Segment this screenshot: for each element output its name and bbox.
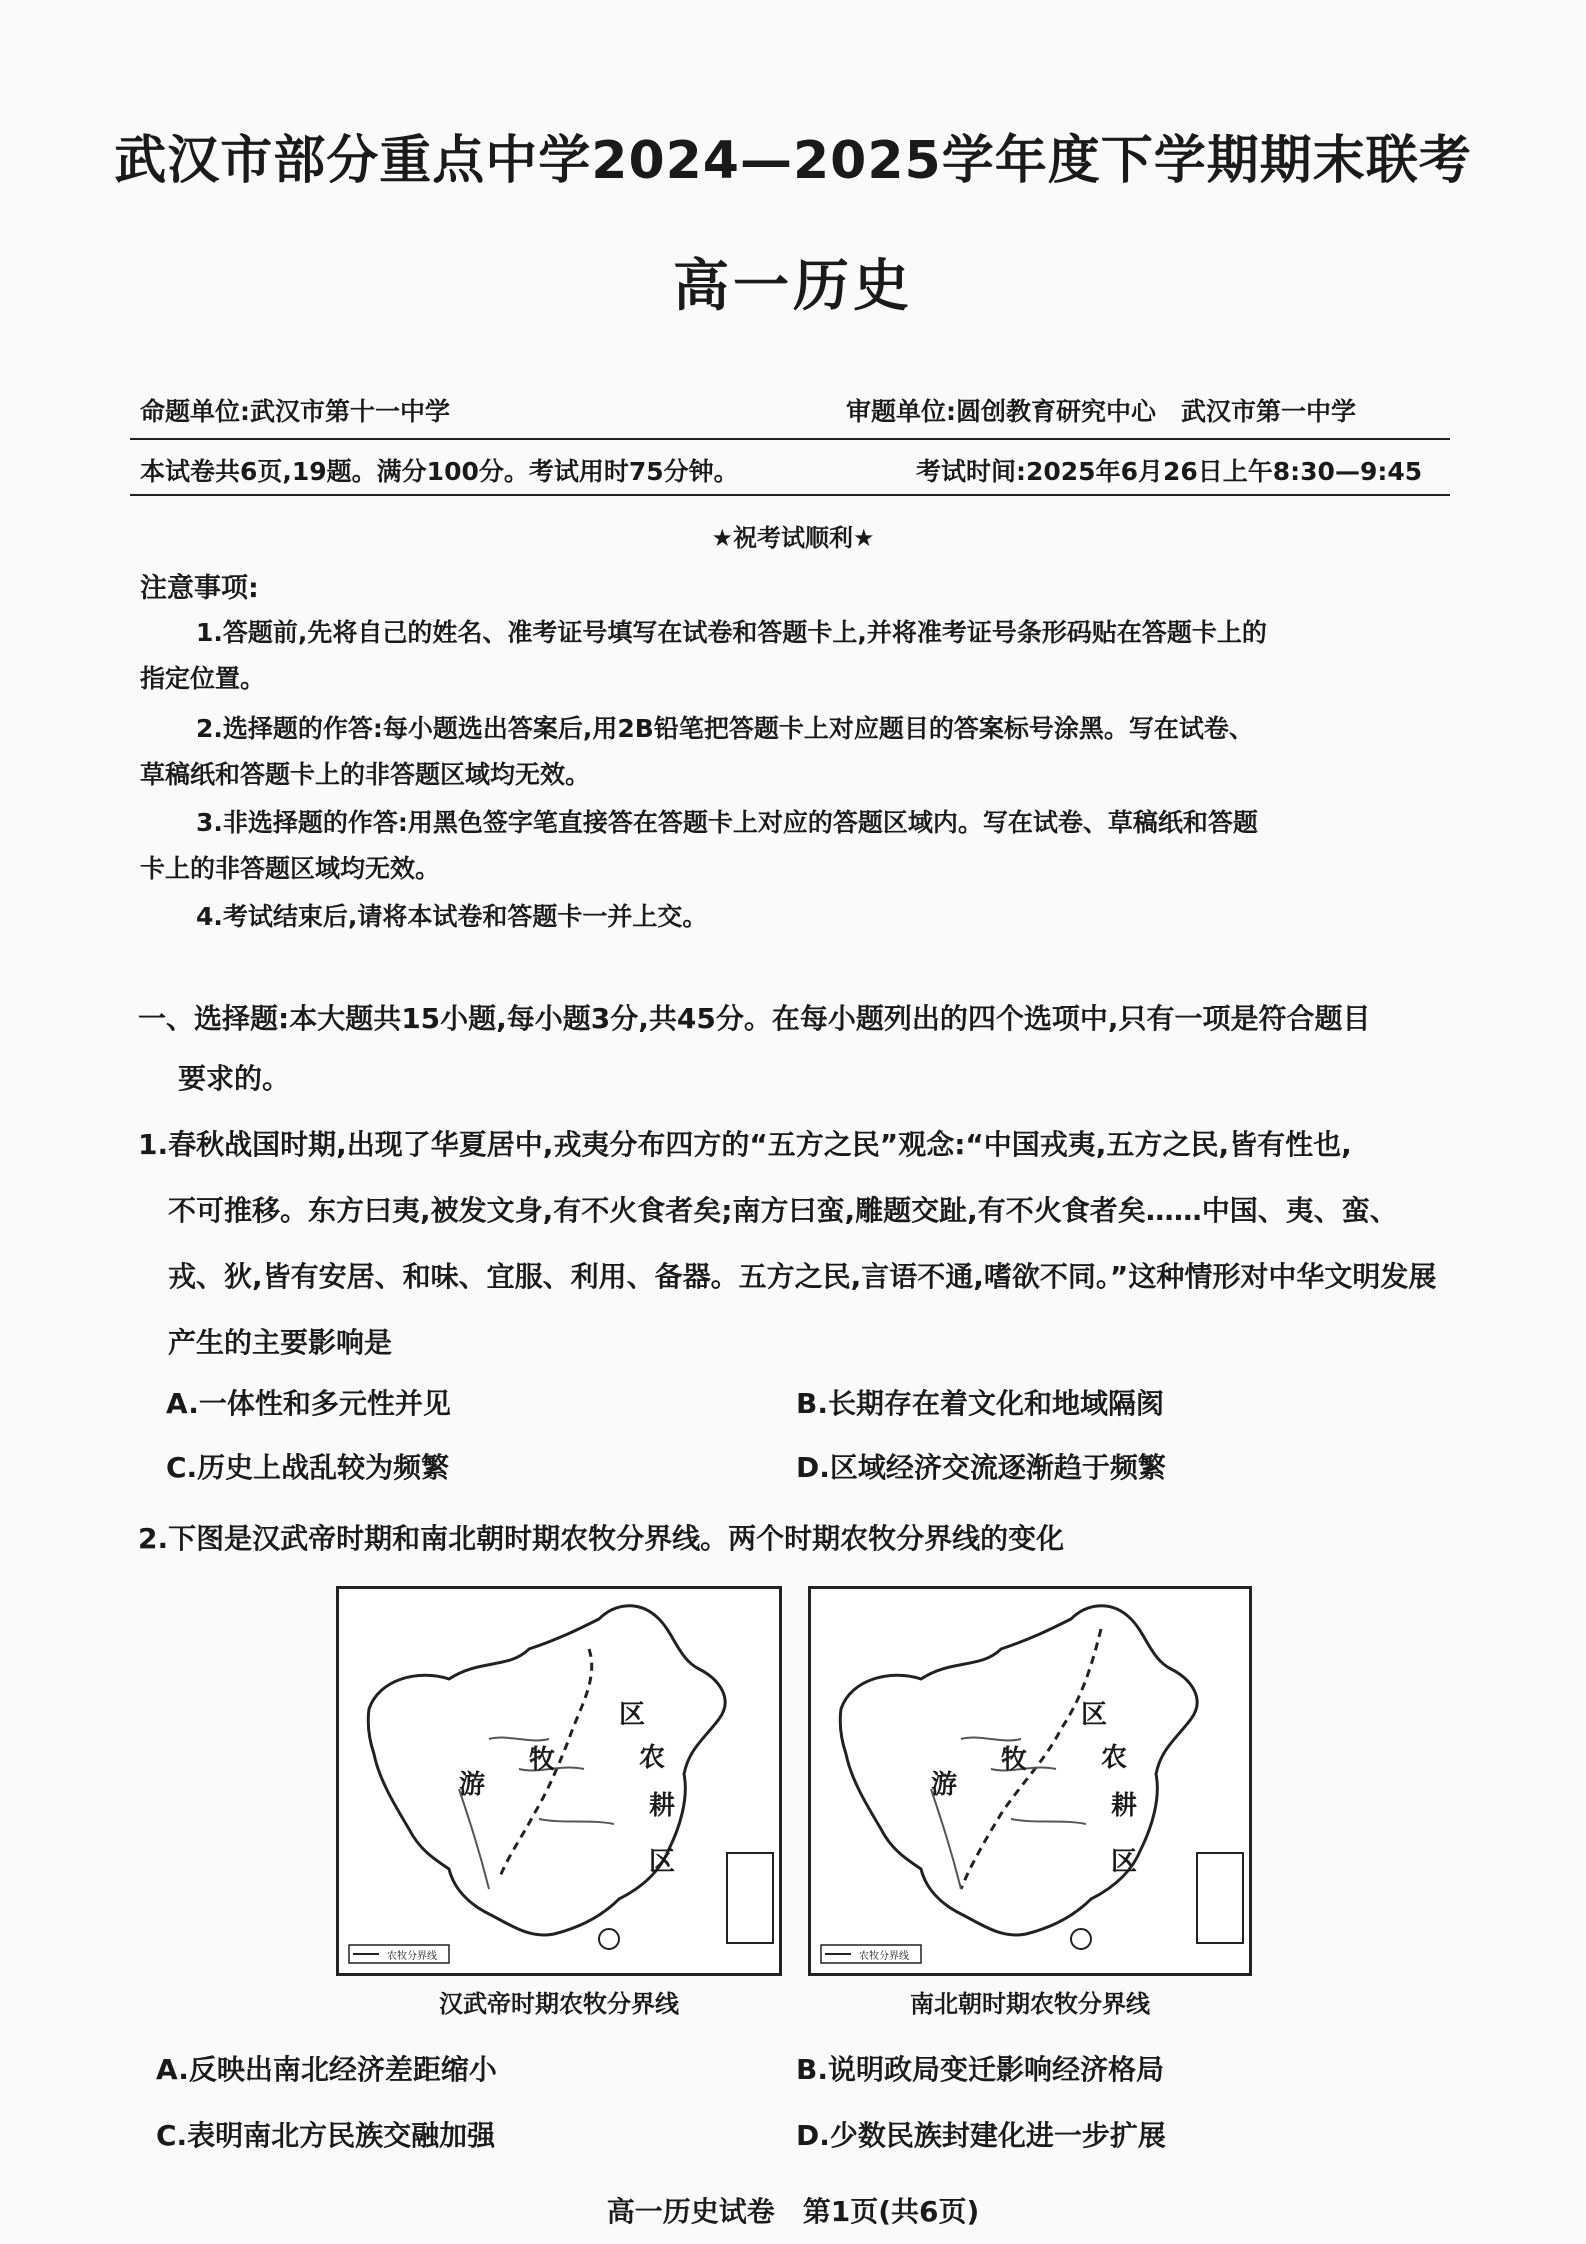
- question-1-option-b[interactable]: B.长期存在着文化和地域隔阂: [796, 1387, 1164, 1420]
- question-2-option-c[interactable]: C.表明南北方民族交融加强: [156, 2119, 496, 2152]
- question-1-stem: 产生的主要影响是: [168, 1326, 393, 1359]
- question-reviewer: 审题单位:圆创教育研究中心 武汉市第一中学: [846, 397, 1356, 426]
- map-label: 牧: [529, 1745, 556, 1775]
- notice-item: 卡上的非答题区域均无效。: [140, 854, 441, 883]
- question-setter: 命题单位:武汉市第十一中学: [140, 397, 450, 426]
- question-2-option-a[interactable]: A.反映出南北经济差距缩小: [156, 2053, 497, 2086]
- header-divider-bottom: [130, 494, 1450, 496]
- good-luck-banner: ★祝考试顺利★: [711, 524, 875, 552]
- map-label: 区: [649, 1847, 676, 1877]
- map-legend: 农牧分界线: [859, 1951, 909, 1962]
- question-2-option-b[interactable]: B.说明政局变迁影响经济格局: [796, 2053, 1164, 2086]
- notice-heading: 注意事项:: [140, 573, 259, 604]
- map-label: 牧: [1001, 1745, 1028, 1775]
- china-outline-map: [339, 1589, 779, 1973]
- exam-info: 本试卷共6页,19题。满分100分。考试用时75分钟。: [140, 457, 739, 486]
- notice-item: 指定位置。: [140, 664, 266, 693]
- map-legend: 农牧分界线: [387, 1951, 437, 1962]
- section-heading-cont: 要求的。: [178, 1062, 291, 1095]
- map-caption-han: 汉武帝时期农牧分界线: [439, 1990, 679, 2018]
- map-label: 耕: [1111, 1791, 1138, 1821]
- map-southern-northern: [808, 1586, 1252, 1976]
- header-divider-top: [130, 438, 1450, 440]
- exam-time: 考试时间:2025年6月26日上午8:30—9:45: [916, 457, 1423, 486]
- map-label: 游: [459, 1770, 486, 1800]
- notice-item: 草稿纸和答题卡上的非答题区域均无效。: [140, 760, 591, 789]
- question-1-option-d[interactable]: D.区域经济交流逐渐趋于频繁: [796, 1451, 1166, 1484]
- notice-item: 2.选择题的作答:每小题选出答案后,用2B铅笔把答题卡上对应题目的答案标号涂黑。写在试卷、: [196, 714, 1254, 743]
- notice-item: 3.非选择题的作答:用黑色签字笔直接答在答题卡上对应的答题区域内。写在试卷、草稿纸和答题: [196, 808, 1258, 837]
- question-1-stem: 不可推移。东方曰夷,被发文身,有不火食者矣;南方曰蛮,雕题交趾,有不火食者矣……中国、夷、蛮、: [168, 1194, 1398, 1227]
- question-2-stem: 2.下图是汉武帝时期和南北朝时期农牧分界线。两个时期农牧分界线的变化: [138, 1522, 1065, 1555]
- question-1-option-a[interactable]: A.一体性和多元性并见: [166, 1387, 451, 1420]
- section-heading: 一、选择题:本大题共15小题,每小题3分,共45分。在每小题列出的四个选项中,只有一项是符合题目: [138, 1002, 1371, 1035]
- map-label: 农: [1101, 1743, 1128, 1773]
- question-1-stem: 1.春秋战国时期,出现了华夏居中,戎夷分布四方的“五方之民”观念:“中国戎夷,五方之民,皆有性也,: [138, 1128, 1352, 1161]
- question-2-option-d[interactable]: D.少数民族封建化进一步扩展: [796, 2119, 1166, 2152]
- page-footer: 高一历史试卷 第1页(共6页): [606, 2195, 980, 2228]
- exam-title: 武汉市部分重点中学2024—2025学年度下学期期末联考: [114, 131, 1472, 191]
- map-caption-nanbei: 南北朝时期农牧分界线: [910, 1990, 1150, 2018]
- question-1-option-c[interactable]: C.历史上战乱较为频繁: [166, 1451, 450, 1484]
- question-1-stem: 戎、狄,皆有安居、和味、宜服、利用、备器。五方之民,言语不通,嗜欲不同。”这种情形对中华文明发展: [168, 1260, 1437, 1293]
- notice-item: 1.答题前,先将自己的姓名、准考证号填写在试卷和答题卡上,并将准考证号条形码贴在答题卡上的: [196, 618, 1267, 647]
- china-outline-map: [811, 1589, 1249, 1973]
- map-han-wudi: [336, 1586, 782, 1976]
- map-label: 区: [1081, 1700, 1108, 1730]
- map-label: 游: [931, 1770, 958, 1800]
- map-label: 区: [619, 1700, 646, 1730]
- map-label: 耕: [649, 1791, 676, 1821]
- notice-item: 4.考试结束后,请将本试卷和答题卡一并上交。: [196, 902, 708, 931]
- exam-subject: 高一历史: [673, 254, 913, 319]
- map-label: 区: [1111, 1847, 1138, 1877]
- map-label: 农: [639, 1743, 666, 1773]
